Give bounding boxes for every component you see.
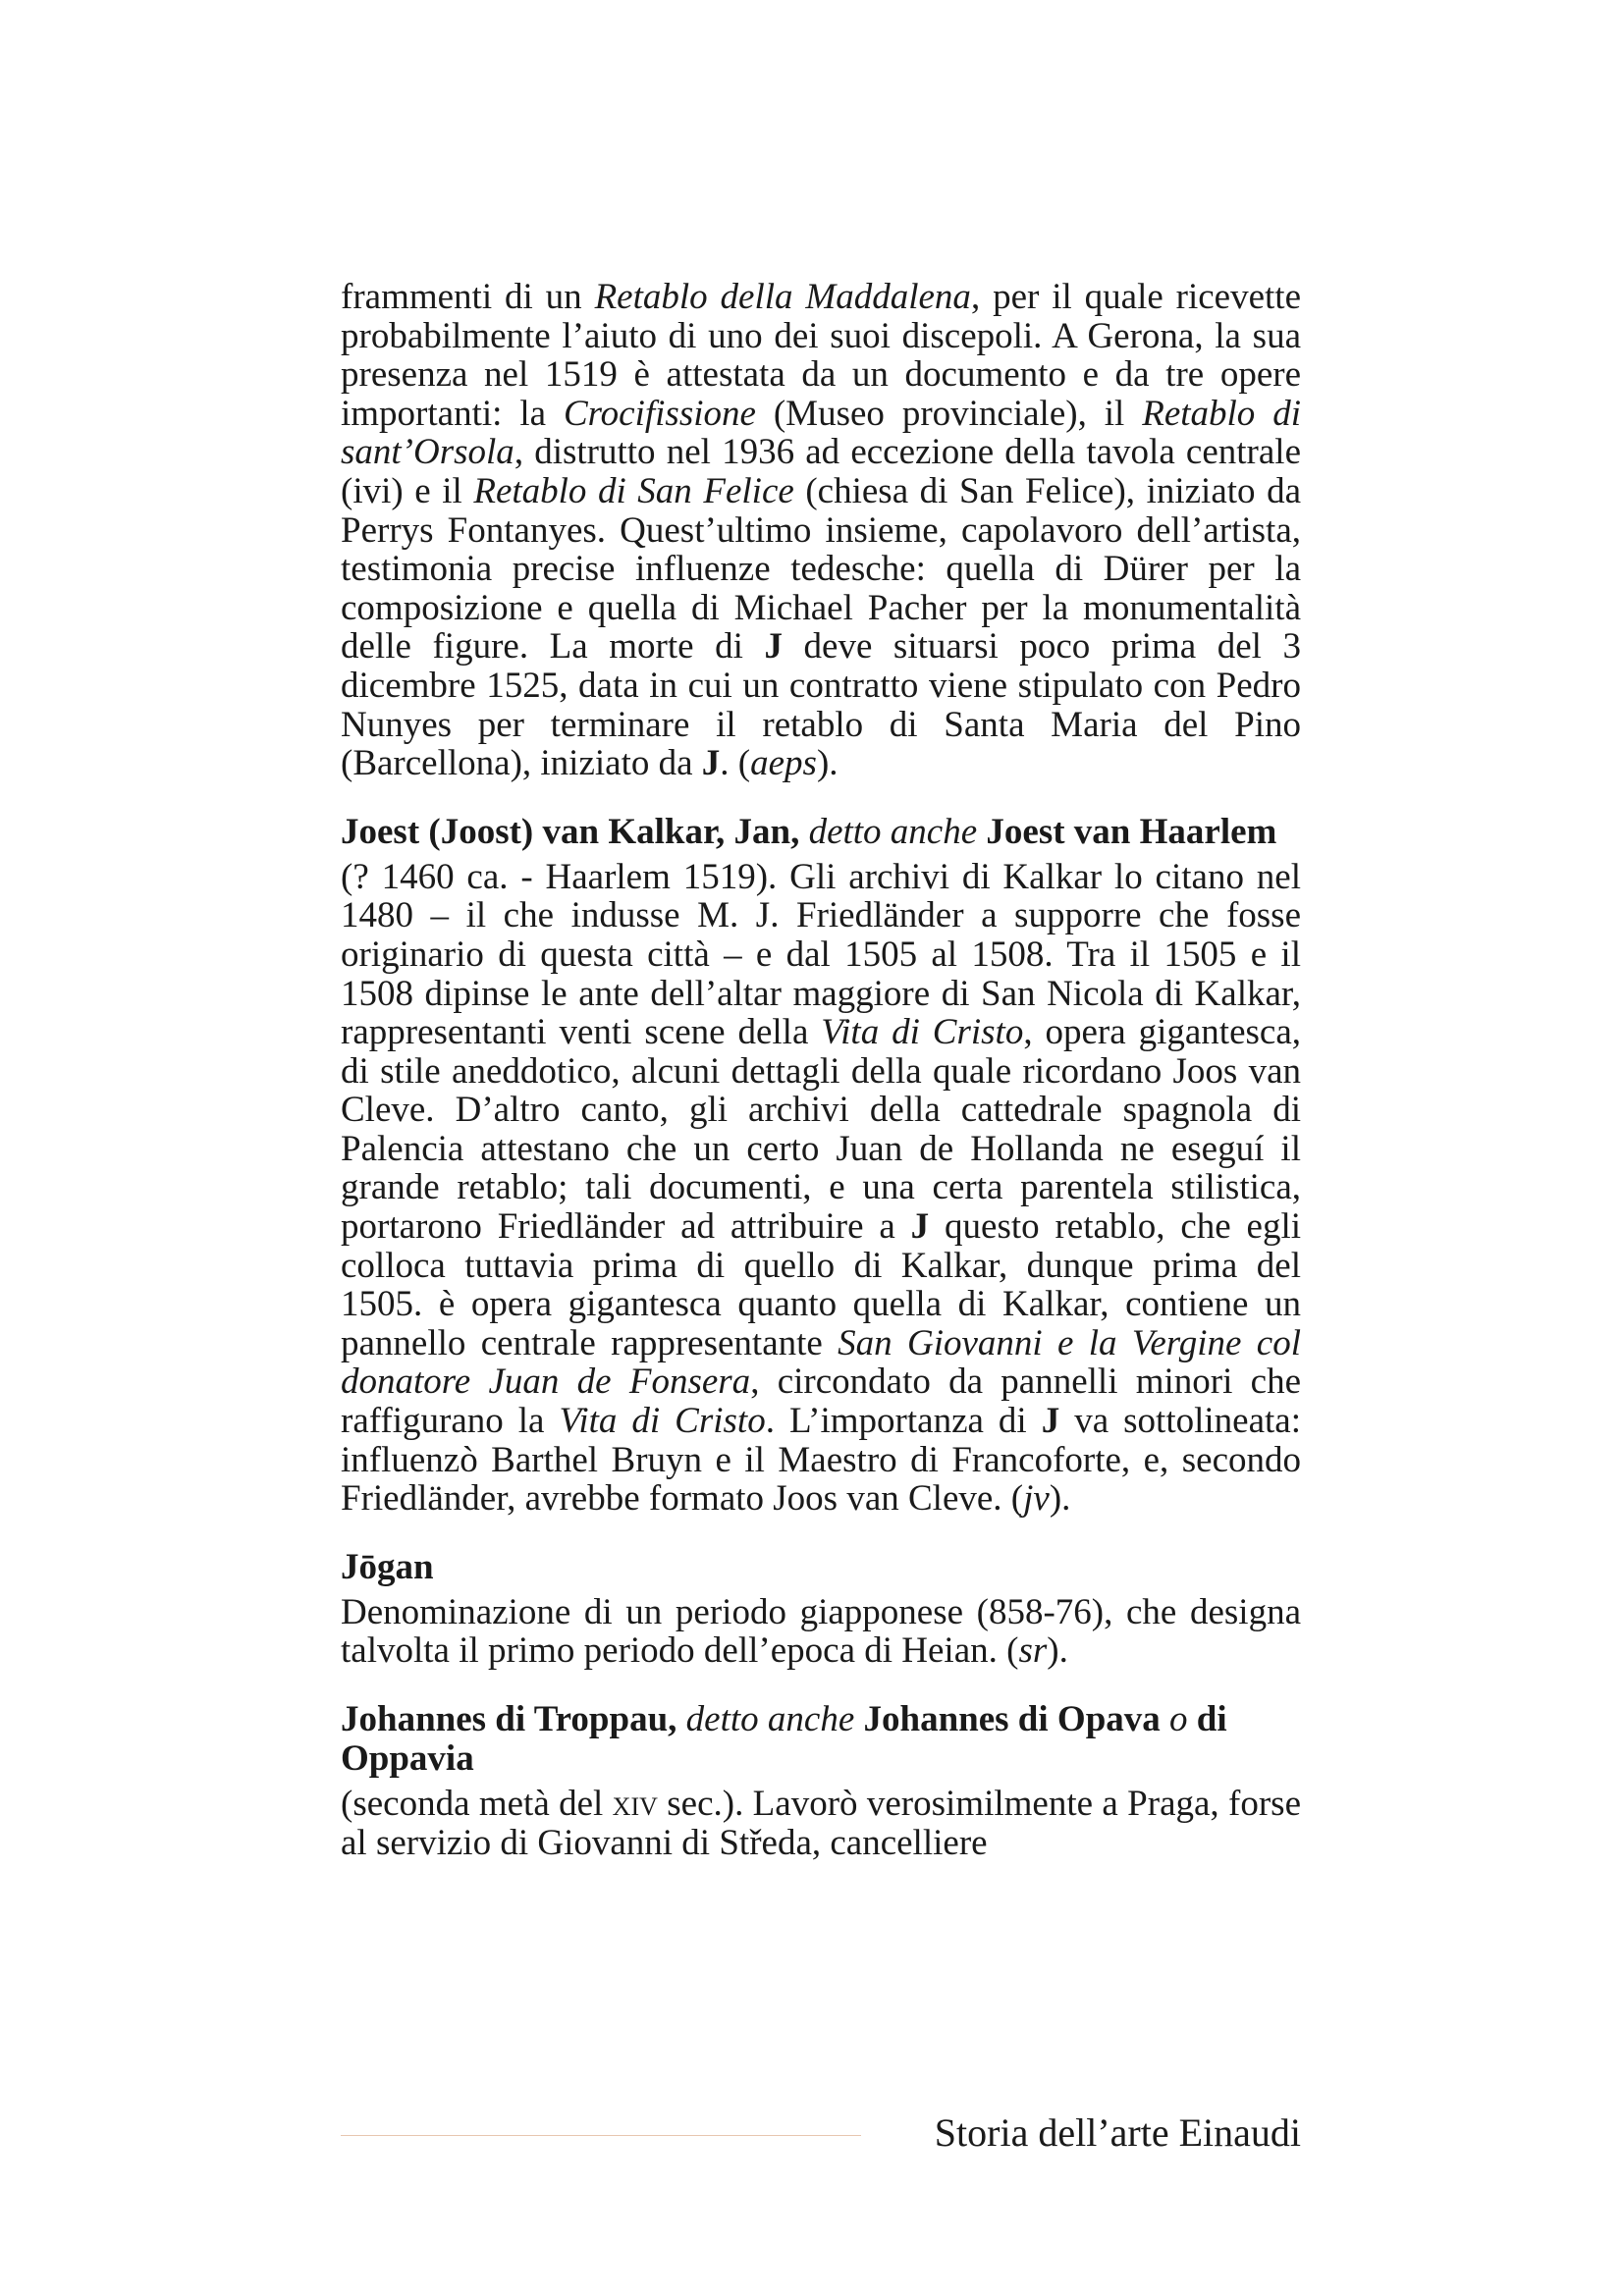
footer-rule (341, 2135, 861, 2136)
italic-title: Retablo di San Felice (473, 470, 794, 511)
text-run: ). (1049, 1478, 1071, 1520)
italic-title: Vita di Cristo (559, 1401, 766, 1442)
author-initials: sr (1018, 1630, 1048, 1672)
text-run: (? 1460 ca. - Haarlem 1519). Gli archivi di Kalkar lo citano nel 1480 – il che indusse M. J. Friedländer a supporre che fosse originario di questa città – e dal 1505 al 1508. Tra il 1505 e il 1508 dipinse le ante dell’altar maggiore di San Nicola di Kalkar, rappresentanti venti scene della (341, 856, 1301, 1053)
heading-run: di Oppavia (341, 1699, 1227, 1779)
text-run: va sottolineata: influenzò Barthel Bruyn e il Maestro di Francoforte, e, secondo Friedländer, avrebbe formato Joos van Cleve. ( (341, 1401, 1301, 1520)
text-run: (Museo provinciale), il (755, 393, 1143, 434)
text-run: ). (1047, 1630, 1068, 1672)
text-run: (chiesa di San Felice), iniziato da Perrys Fontanyes. Quest’ultimo insieme, capolavoro dell’artista, testimonia precise influenze tedesche: quella di Dürer per la composizione e quella di Michael Pacher per la monumentalità delle figure. La morte di (341, 470, 1302, 667)
author-initials: aeps (750, 743, 817, 784)
heading-italic: detto anche (685, 1699, 855, 1739)
entry-text (341, 1593, 1301, 1671)
text-run: sec.). Lavorò verosimilmente a Praga, forse al servizio di Giovanni di Středa, cancelliere (341, 1784, 1301, 1863)
italic-title: Crocifissione (563, 393, 756, 434)
italic-title: Retablo di sant’Orsola (341, 393, 1301, 473)
text-run: , distrutto nel 1936 ad eccezione della tavola centrale (ivi) e il (341, 432, 1301, 511)
text-run: frammenti di un (341, 277, 595, 317)
text-run: (seconda metà del (341, 1784, 613, 1824)
intro-paragraph (341, 278, 1301, 783)
heading-italic: detto anche (808, 811, 978, 852)
heading-italic: o (1169, 1699, 1188, 1739)
small-caps-century: xiv (612, 1784, 658, 1824)
text-run: , circondato da pannelli minori che raffigurano la (341, 1362, 1301, 1442)
bold-abbrev: J (701, 743, 721, 784)
text-run: , per il quale ricevette probabilmente l’aiuto di uno dei suoi discepoli. A Gerona, la sua presenza nel 1519 è attestata da un documento e da tre opere importanti: la (341, 277, 1302, 434)
bold-abbrev: J (764, 626, 783, 667)
text-run: Denominazione di un periodo giapponese (858-76), che designa talvolta il primo periodo dell’epoca di Heian. ( (341, 1591, 1301, 1672)
text-run: . L’importanza di (765, 1401, 1042, 1442)
text-run: ). (816, 743, 839, 784)
entry-text (341, 1785, 1301, 1862)
heading-run: Johannes di Troppau, (341, 1699, 686, 1739)
text-run: deve situarsi poco prima del 3 dicembre 1525, data in cui un contratto viene stipulato con Pedro Nunyes per terminare il retablo di Santa Maria del Pino (Barcellona), iniziato da (341, 626, 1302, 784)
entry-heading (341, 813, 1301, 852)
bold-abbrev: J (1041, 1401, 1060, 1442)
heading-run: Joest van Haarlem (977, 811, 1277, 852)
italic-title: San Giovanni e la Vergine col donatore Juan de Fonsera (341, 1322, 1302, 1403)
bold-abbrev: J (910, 1206, 930, 1248)
page-body (341, 278, 1301, 1862)
entry-heading (341, 1700, 1301, 1779)
text-run: questo retablo, che egli colloca tuttavia prima di quello di Kalkar, dunque prima del 1505. è opera gigantesca quanto quella di Kalkar, contiene un pannello centrale rappresentante (341, 1206, 1302, 1363)
italic-title: Retablo della Maddalena (594, 277, 971, 317)
author-initials: jv (1023, 1478, 1050, 1520)
footer-title: Storia dell’arte Einaudi (934, 2110, 1301, 2155)
heading-run: Joest (Joost) van Kalkar, Jan, (341, 811, 809, 852)
page-footer (341, 2109, 1301, 2157)
italic-title: Vita di Cristo (821, 1012, 1024, 1053)
text-run: . ( (720, 743, 751, 784)
text-run: , opera gigantesca, di stile aneddotico, alcuni dettagli della quale ricordano Joos van Cleve. D’altro canto, gli archivi della cattedrale spagnola di Palencia attestano che un certo Juan de Hollanda ne eseguí il grande retablo; tali documenti, e una certa parentela stilistica, portarono Friedländer ad attribuire a (341, 1012, 1301, 1248)
entry-johannes (341, 1700, 1301, 1862)
entry-jogan (341, 1548, 1301, 1671)
entry-joest (341, 813, 1301, 1519)
entry-text (341, 858, 1301, 1519)
entry-heading: Jōgan (341, 1546, 434, 1587)
heading-run: Johannes di Opava (854, 1699, 1170, 1739)
